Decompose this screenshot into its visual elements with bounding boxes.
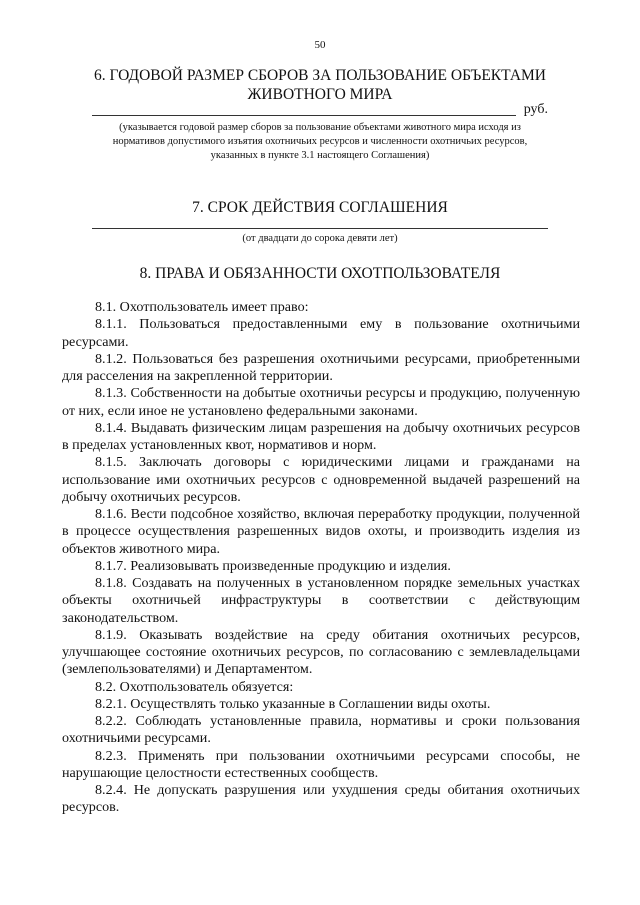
paragraph-8-2: 8.2. Охотпользователь обязуется: (95, 678, 294, 695)
paragraph-8-1-7: 8.1.7. Реализовывать произведенные продукцию и изделия. (95, 557, 451, 574)
page-number: 50 (314, 39, 326, 51)
paragraph-8-2-3: 8.2.3. Применять при пользовании охотничьими ресурсами способы, не нарушающие целостности естественных сообществ. (62, 747, 580, 781)
section-7-title: 7. СРОК ДЕЙСТВИЯ СОГЛАШЕНИЯ (192, 199, 448, 216)
paragraph-8-2-1: 8.2.1. Осуществлять только указанные в Соглашении виды охоты. (95, 695, 491, 712)
paragraph-8-1-6: 8.1.6. Вести подсобное хозяйство, включая переработку продукции, полученной в процессе осуществления разрешенных видов охоты, и производить изделия из объектов животного мира. (62, 506, 580, 557)
fill-in-rule (92, 115, 516, 116)
paragraph-8-1-8: 8.1.8. Создавать на полученных в установленном порядке земельных участках объекты охотничьей инфраструктуры в соответствии с действующим законодательством. (62, 575, 580, 626)
paragraph-8-2-2: 8.2.2. Соблюдать установленные правила, нормативы и сроки пользования охотничьими ресурсами. (62, 713, 580, 747)
paragraph-8-2-4: 8.2.4. Не допускать разрушения или ухудшения среды обитания охотничьих ресурсов. (62, 782, 580, 816)
currency-label: руб. (523, 102, 548, 117)
section-6-title: 6. ГОДОВОЙ РАЗМЕР СБОРОВ ЗА ПОЛЬЗОВАНИЕ ОБЪЕКТАМИ ЖИВОТНОГО МИРА (94, 67, 546, 103)
section-8-title: 8. ПРАВА И ОБЯЗАННОСТИ ОХОТПОЛЬЗОВАТЕЛЯ (139, 265, 501, 282)
term-fill-in-rule (92, 228, 548, 229)
paragraph-8-1: 8.1. Охотпользователь имеет право: (95, 299, 309, 315)
paragraph-8-1-4: 8.1.4. Выдавать физическим лицам разрешения на добычу охотничьих ресурсов в пределах установленных квот, нормативов и норм. (62, 419, 580, 453)
paragraph-8-1-3: 8.1.3. Собственности на добытые охотничьи ресурсы и продукцию, полученную от них, если иное не установлено федеральными законами. (62, 385, 580, 419)
section-6-note: (указывается годовой размер сборов за пользование объектами животного мира исходя из нормативов допустимого изъятия охотничьих ресурсов и численности охотничьих ресурсов, указанных в пункте 3.1 настоящего Соглашения) (112, 122, 528, 161)
paragraph-8-1-2: 8.1.2. Пользоваться без разрешения охотничьими ресурсами, приобретенными для расселения на закрепленной территории. (62, 350, 580, 384)
paragraph-8-1-1: 8.1.1. Пользоваться предоставленными ему в пользование охотничьими ресурсами. (62, 316, 580, 350)
section-7-note: (от двадцати до сорока девяти лет) (242, 233, 398, 244)
annual-fee-blank-line (92, 102, 548, 118)
section-8-body (62, 299, 580, 817)
paragraph-8-1-9: 8.1.9. Оказывать воздействие на среду обитания охотничьих ресурсов, улучшающее состояние охотничьих ресурсов, по согласованию с землевладельцами (землепользователями) и Департаментом. (62, 626, 580, 678)
paragraph-8-1-5: 8.1.5. Заключать договоры с юридическими лицами и гражданами на использование ими охотничьих ресурсов с одновременной выдачей разрешений на добычу охотничьих ресурсов. (62, 454, 580, 505)
